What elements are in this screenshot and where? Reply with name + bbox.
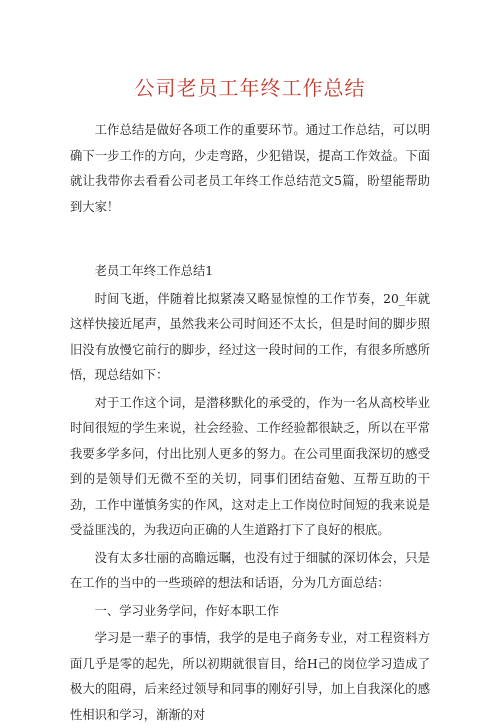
subheading-1: 一、学习业务学问，作好本职工作	[94, 603, 280, 618]
body-paragraph-2: 对于工作这个词，是潜移默化的承受的，作为一名从高校毕业时间很短的学生来说，社会经验、工作经验都很缺乏，所以在平常我要多学多问，付出比别人更多的努力。在公司里面我深切的感受到的是领导们无微不至的关切，同事们团结奋勉、互帮互助的干劲，工作中谨慎务实的作风，这对走上工作岗位时间短的我来说是受益匪浅的，为我迈向正确的人生道路打下了良好的根底。	[70, 395, 430, 537]
intro-paragraph: 工作总结是做好各项工作的重要环节。通过工作总结，可以明确下一步工作的方向，少走弯路，少犯错误，提高工作效益。下面就让我带你去看看公司老员工年终工作总结范文5篇，盼望能帮助到大家！	[70, 123, 430, 214]
document-title: 公司老员工年终工作总结	[134, 76, 366, 100]
body-paragraph-1: 时间飞逝，伴随着比拟紧凑又略显惊惶的工作节奏，20_年就这样快接近尾声，虽然我来公司时间还不太长，但是时间的脚步照旧没有放慢它前行的脚步，经过这一段时间的工作，有很多所感所悟，现总结如下：	[70, 291, 430, 382]
body-paragraph-3: 没有太多壮丽的高瞻远瞩，也没有过于细腻的深切体会，只是在工作的当中的一些琐碎的想法和话语，分为几方面总结：	[70, 550, 430, 590]
section-heading: 老员工年终工作总结1	[94, 264, 214, 278]
body-paragraph-4: 学习是一辈子的事情，我学的是电子商务专业，对工程资料方面几乎是零的起先，所以初期就很盲目，给H己的岗位学习造成了极大的阻碍，后来经过领导和同事的刚好引导，加上自我深化的感性相识和学习，渐渐的对	[70, 631, 430, 722]
section-spacer	[70, 220, 430, 259]
